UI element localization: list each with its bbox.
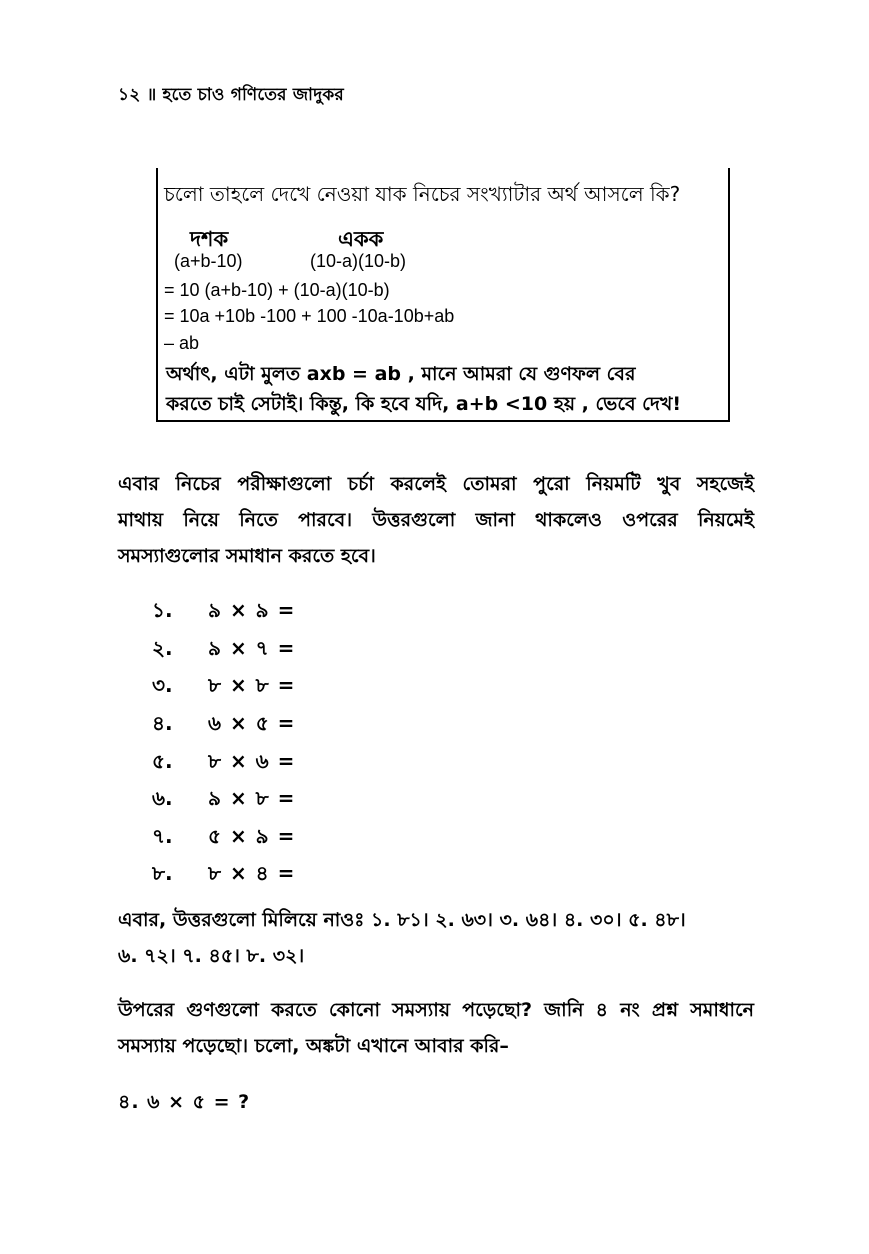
list-item bbox=[152, 857, 295, 895]
problem-number: ১. bbox=[152, 598, 173, 623]
conclusion-line-1: অর্থাৎ, এটা মুলত axb = ab , মানে আমরা যে গুণফল বের bbox=[166, 363, 636, 385]
tens-heading: দশক bbox=[190, 227, 229, 251]
problem-number: ৫. bbox=[152, 748, 173, 773]
math-line-2: = 10a +10b -100 + 100 -10a-10b+ab bbox=[164, 306, 455, 326]
answers-line-1: এবার, উত্তরগুলো মিলিয়ে নাওঃ ১. ৮১। ২. ৬৩। ৩. ৬৪। ৪. ৩০। ৫. ৪৮। bbox=[118, 909, 686, 931]
final-question: ৪. ৬ × ৫ = ? bbox=[118, 1091, 251, 1113]
conclusion-line-2: করতে চাই সেটাই। কিন্তু, কি হবে যদি, a+b <10 হয় , ভেবে দেখ! bbox=[166, 393, 681, 415]
problem-number: ৮. bbox=[152, 861, 173, 886]
answers-paragraph bbox=[118, 902, 754, 974]
list-item bbox=[152, 820, 295, 858]
list-item bbox=[152, 707, 295, 745]
intro-line-2: মাথায় নিয়ে নিতে পারবে। উত্তরগুলো জানা থাকলেও ওপরের নিয়মেই bbox=[118, 509, 754, 531]
list-item bbox=[152, 669, 295, 707]
problem-number: ৭. bbox=[152, 823, 173, 848]
formula-box bbox=[156, 168, 730, 422]
followup-paragraph bbox=[118, 992, 754, 1064]
list-item bbox=[152, 594, 295, 632]
list-item bbox=[152, 632, 295, 670]
box-question: চলো তাহলে দেখে নেওয়া যাক নিচের সংখ্যাটার অর্থ আসলে কি? bbox=[164, 182, 681, 206]
math-line-1: = 10 (a+b-10) + (10-a)(10-b) bbox=[164, 280, 390, 300]
intro-line-3: সমস্যাগুলোর সমাধান করতে হবে। bbox=[118, 545, 376, 567]
list-item bbox=[152, 782, 295, 820]
intro-line-1: এবার নিচের পরীক্ষাগুলো চর্চা করলেই তোমরা পুরো নিয়মটি খুব সহজেই bbox=[118, 473, 754, 495]
page-header: ১২ ॥ হতে চাও গণিতের জাদুকর bbox=[118, 85, 344, 105]
answers-line-2: ৬. ৭২। ৭. ৪৫। ৮. ৩২। bbox=[118, 945, 305, 967]
units-expression: (10-a)(10-b) bbox=[310, 251, 407, 271]
problem-list bbox=[152, 594, 295, 895]
list-item bbox=[152, 744, 295, 782]
problem-number: ৩. bbox=[152, 673, 173, 698]
problem-number: ২. bbox=[152, 635, 173, 660]
followup-line-1: উপরের গুণগুলো করতে কোনো সমস্যায় পড়েছো? জানি ৪ নং প্রশ্ন সমাধানে bbox=[118, 999, 754, 1021]
problem-expression: ৮ × ৮ = bbox=[208, 673, 296, 698]
problem-expression: ৯ × ৮ = bbox=[208, 786, 296, 811]
problem-number: ৬. bbox=[152, 786, 173, 811]
tens-expression: (a+b-10) bbox=[174, 251, 243, 271]
problem-expression: ৫ × ৯ = bbox=[208, 823, 296, 848]
problem-number: ৪. bbox=[152, 711, 173, 736]
intro-paragraph bbox=[118, 466, 754, 574]
problem-expression: ৯ × ৯ = bbox=[208, 598, 296, 623]
problem-expression: ৬ × ৫ = bbox=[208, 711, 296, 736]
problem-expression: ৯ × ৭ = bbox=[208, 635, 296, 660]
units-heading: একক bbox=[338, 227, 384, 251]
followup-line-2: সমস্যায় পড়েছো। চলো, অঙ্কটা এখানে আবার করি– bbox=[118, 1035, 509, 1057]
math-line-3: – ab bbox=[164, 333, 200, 353]
problem-expression: ৮ × ৪ = bbox=[208, 861, 296, 886]
problem-expression: ৮ × ৬ = bbox=[208, 748, 296, 773]
